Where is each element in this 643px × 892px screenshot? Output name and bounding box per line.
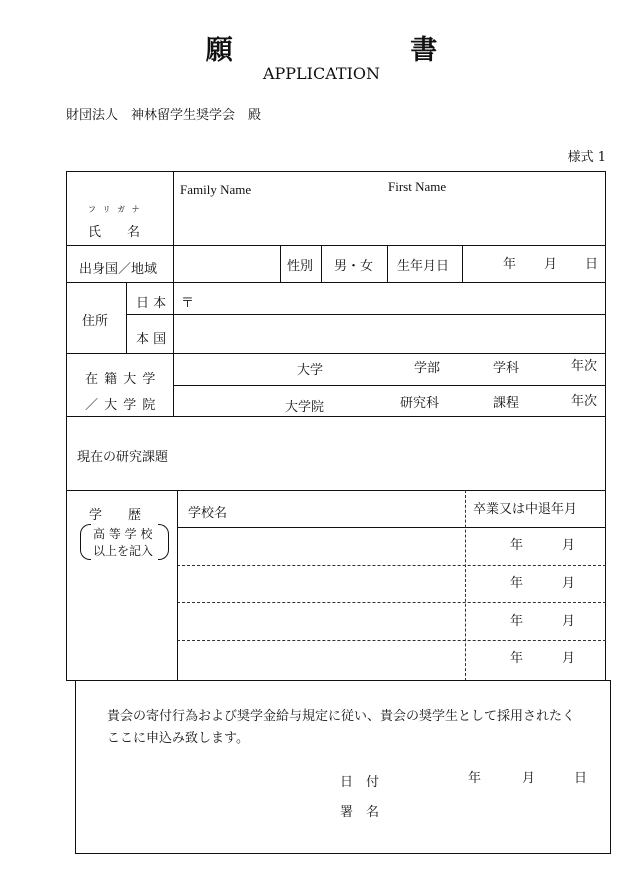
declaration-line-1: 貴会の寄付行為および奨学金給与規定に従い、貴会の奨学生として採用されたく [107, 709, 576, 724]
date-year-unit: 年 [468, 771, 482, 786]
school-name-field[interactable] [180, 530, 463, 563]
rule [177, 490, 178, 681]
address-home-field[interactable] [176, 317, 603, 351]
rule [66, 282, 606, 283]
declaration-line-2: ここに申込み致します。 [107, 731, 249, 746]
date-day-unit: 日 [574, 771, 588, 786]
rule [177, 565, 606, 566]
rule [177, 640, 606, 641]
rule [66, 353, 606, 354]
university-label: 大学 [297, 363, 324, 378]
rule [66, 245, 606, 246]
family-name-label: Family Name [180, 182, 252, 197]
address-japan-label: 日 本 [136, 296, 167, 311]
education-year-unit: 年 [510, 538, 524, 553]
research-dept-label: 研究科 [400, 396, 440, 411]
education-month-unit: 月 [562, 576, 576, 591]
faculty-label: 学部 [414, 361, 441, 376]
furigana-label: フ リ ガ ナ [88, 205, 142, 214]
page-subtitle: APPLICATION [262, 64, 381, 83]
birthdate-label: 生年月日 [397, 259, 450, 274]
education-label: 学 歴 [89, 508, 142, 523]
birth-month-unit: 月 [544, 257, 558, 272]
research-topic-label: 現在の研究課題 [77, 450, 169, 465]
rule [321, 245, 322, 282]
graduation-header: 卒業又は中退年月 [473, 502, 578, 517]
rule [66, 490, 606, 491]
rule [387, 245, 388, 282]
form-number: 様式 1 [567, 150, 606, 165]
first-name-label: First Name [388, 179, 447, 194]
rule [173, 385, 606, 386]
education-month-unit: 月 [562, 614, 576, 629]
school-name-header: 学校名 [188, 506, 228, 521]
grade-label-graduate: 年次 [571, 394, 598, 409]
enrollment-label-1: 在 籍 大 学 [85, 372, 157, 387]
school-name-field[interactable] [180, 605, 463, 638]
signature-label: 署 名 [340, 805, 380, 820]
rule [177, 602, 606, 603]
education-note-1: 高 等 学 校 [93, 527, 153, 541]
bracket-left [80, 524, 91, 560]
name-label: 氏 名 [88, 225, 141, 240]
education-note-2: 以上を記入 [93, 544, 154, 558]
school-name-field[interactable] [180, 643, 463, 678]
enrollment-label-2: ／ 大 学 院 [85, 398, 157, 413]
department-label: 学科 [493, 361, 520, 376]
school-name-field[interactable] [180, 568, 463, 600]
address-home-label: 本 国 [136, 332, 167, 347]
postal-mark: 〒 [181, 296, 195, 311]
rule [465, 490, 466, 681]
birth-day-unit: 日 [585, 257, 599, 272]
bracket-right [158, 524, 169, 560]
rule [177, 527, 606, 528]
birth-year-unit: 年 [503, 257, 517, 272]
education-year-unit: 年 [510, 614, 524, 629]
origin-field[interactable] [176, 248, 278, 279]
first-name-field[interactable] [385, 198, 603, 242]
address-label: 住所 [82, 314, 109, 329]
rule [280, 245, 281, 282]
date-label: 日 付 [340, 775, 380, 790]
education-year-unit: 年 [510, 651, 524, 666]
grade-label: 年次 [571, 359, 598, 374]
rule [66, 416, 606, 417]
rule [126, 282, 127, 353]
signature-field[interactable] [400, 796, 600, 824]
recipient: 財団法人 神林留学生奨学会 殿 [66, 108, 262, 123]
family-name-field[interactable] [176, 198, 381, 242]
course-label: 課程 [493, 396, 520, 411]
gender-label: 性別 [287, 259, 314, 274]
date-month-unit: 月 [522, 771, 536, 786]
address-japan-field[interactable] [196, 285, 603, 312]
rule [462, 245, 463, 282]
education-month-unit: 月 [562, 651, 576, 666]
date-field[interactable] [400, 764, 600, 788]
rule [173, 171, 174, 416]
education-month-unit: 月 [562, 538, 576, 553]
page-title: 願 書 [205, 35, 522, 66]
rule [126, 314, 606, 315]
gender-options[interactable]: 男・女 [334, 259, 374, 274]
origin-label: 出身国／地域 [79, 262, 158, 277]
education-year-unit: 年 [510, 576, 524, 591]
graduate-school-label: 大学院 [285, 400, 325, 415]
research-topic-field[interactable] [176, 419, 603, 487]
